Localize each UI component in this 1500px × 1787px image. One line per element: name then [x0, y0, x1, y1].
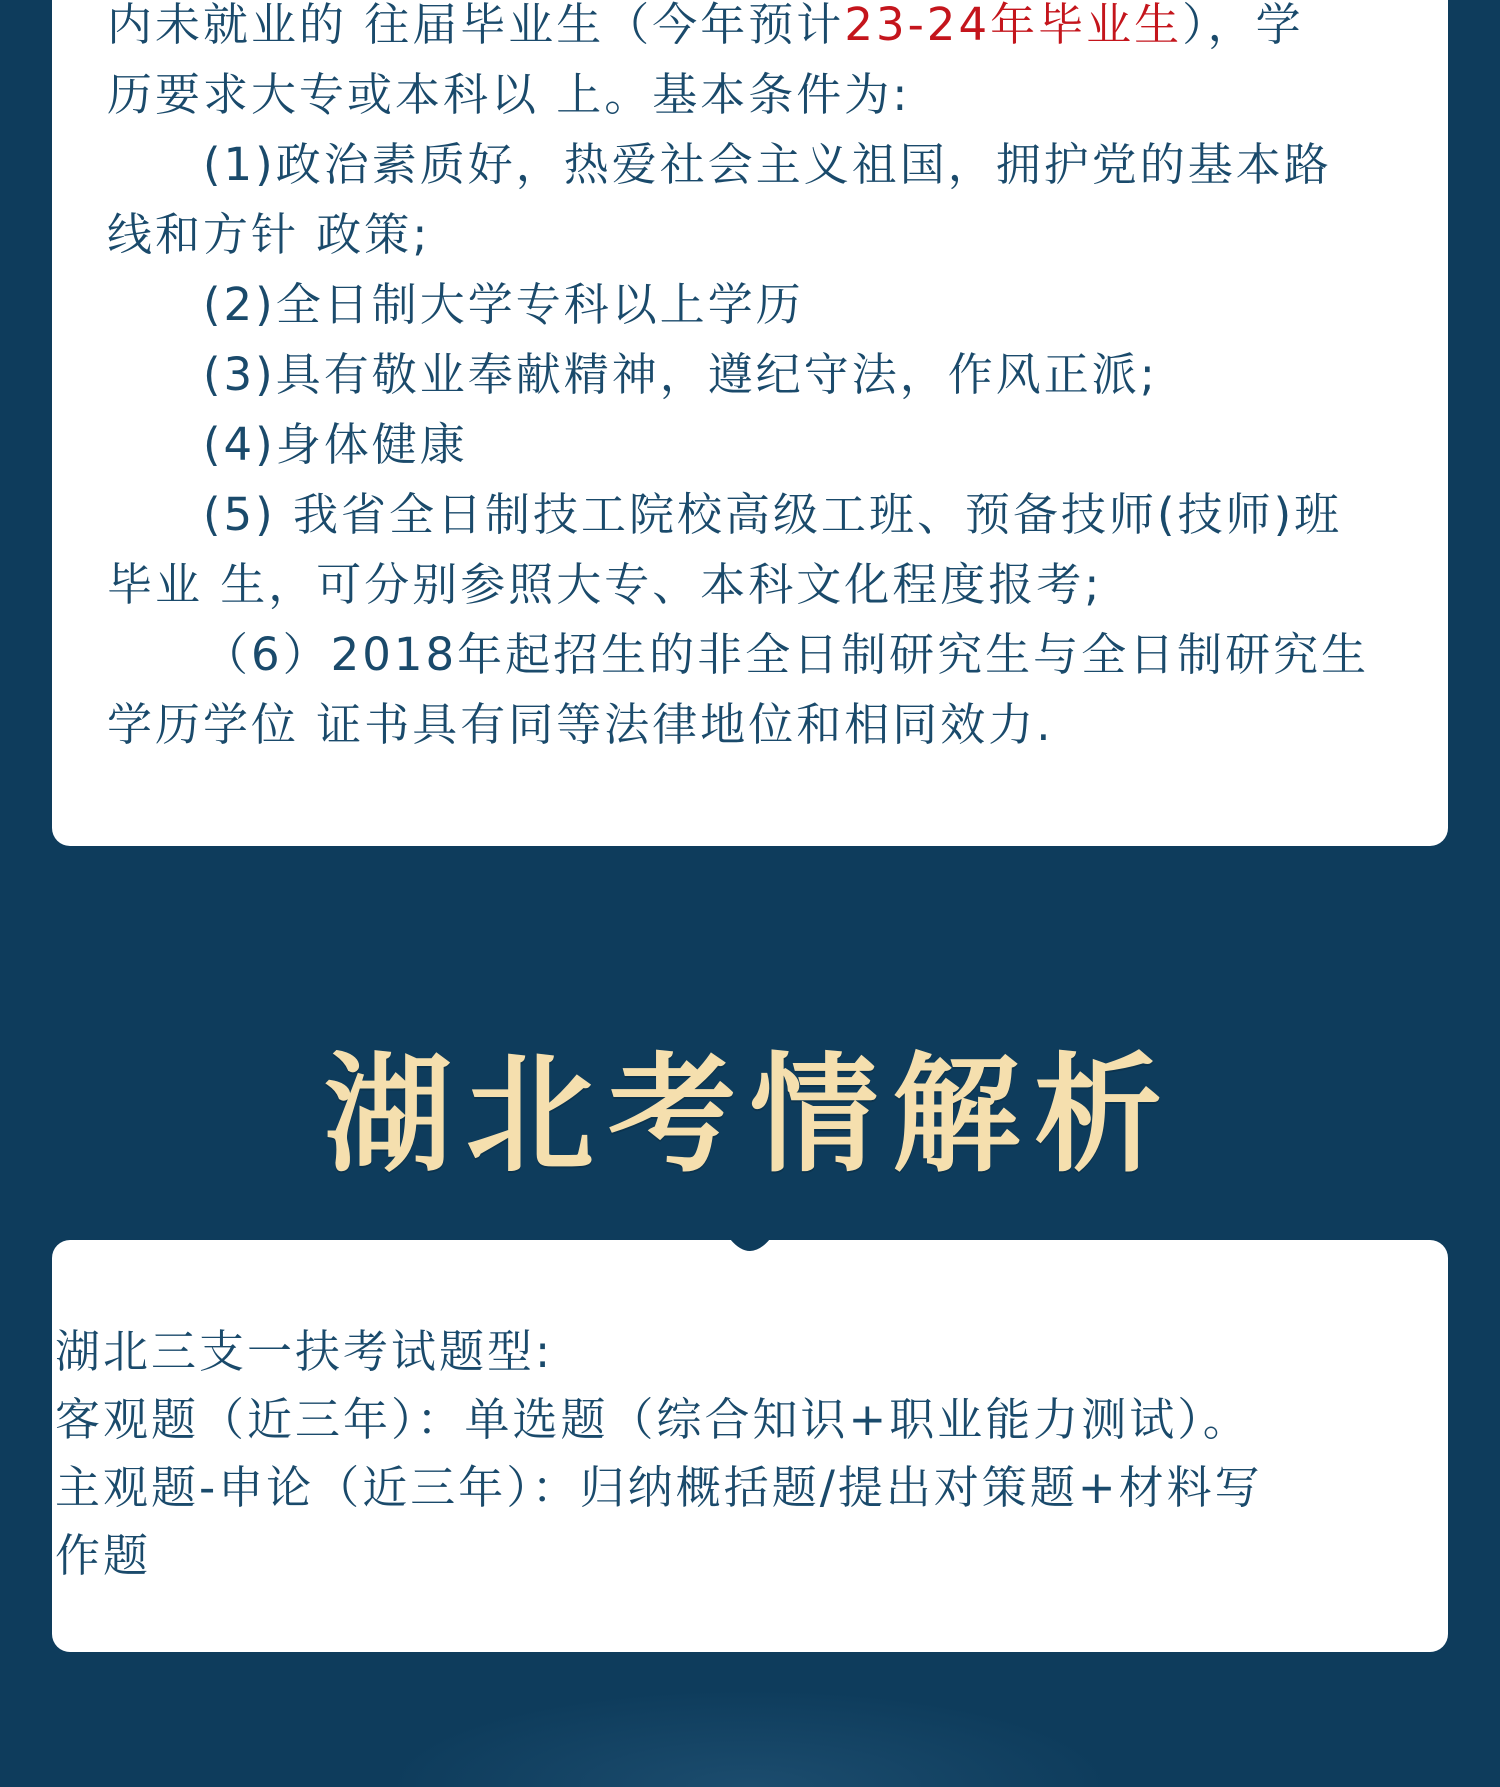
condition-5: (5) 我省全日制技工院校高级工班、预备技师(技师)班: [203, 488, 1343, 541]
condition-2: (2)全日制大学专科以上学历: [203, 278, 804, 331]
condition-1-cont: 线和方针 政策;: [107, 208, 431, 261]
condition-5-cont: 毕业 生，可分别参照大专、本科文化程度报考;: [107, 558, 1103, 611]
condition-6-cont: 学历学位 证书具有同等法律地位和相同效力.: [107, 698, 1054, 751]
eligibility-text: [107, 0, 1407, 760]
graduate-year-highlight: 23-24年毕业生: [844, 0, 1183, 51]
exam-analysis-text: [55, 1318, 1355, 1590]
section-heading: 湖北考情解析: [323, 1040, 1176, 1190]
eligibility-line-1-text: 内未就业的 往届毕业生（今年预计: [107, 0, 845, 51]
subjective-questions: 主观题-申论（近三年）：归纳概括题/提出对策题+材料写: [55, 1461, 1263, 1514]
condition-3: (3)具有敬业奉献精神，遵纪守法，作风正派;: [203, 348, 1158, 401]
condition-1: (1)政治素质好，热爱社会主义祖国，拥护党的基本路: [203, 138, 1332, 191]
exam-types-title: 湖北三支一扶考试题型:: [55, 1325, 554, 1378]
eligibility-card: [52, 0, 1448, 846]
condition-6: （6）2018年起招生的非全日制研究生与全日制研究生: [203, 628, 1370, 681]
eligibility-line-1: [107, 0, 1407, 60]
condition-4: (4)身体健康: [203, 418, 468, 471]
objective-questions: 客观题（近三年）：单选题（综合知识+职业能力测试）。: [55, 1393, 1251, 1446]
card-notch: [690, 1239, 810, 1261]
subjective-questions-cont: 作题: [55, 1529, 152, 1582]
eligibility-line-2: 历要求大专或本科以 上。基本条件为:: [107, 68, 911, 121]
eligibility-line-1-tail: ），学: [1182, 0, 1304, 51]
